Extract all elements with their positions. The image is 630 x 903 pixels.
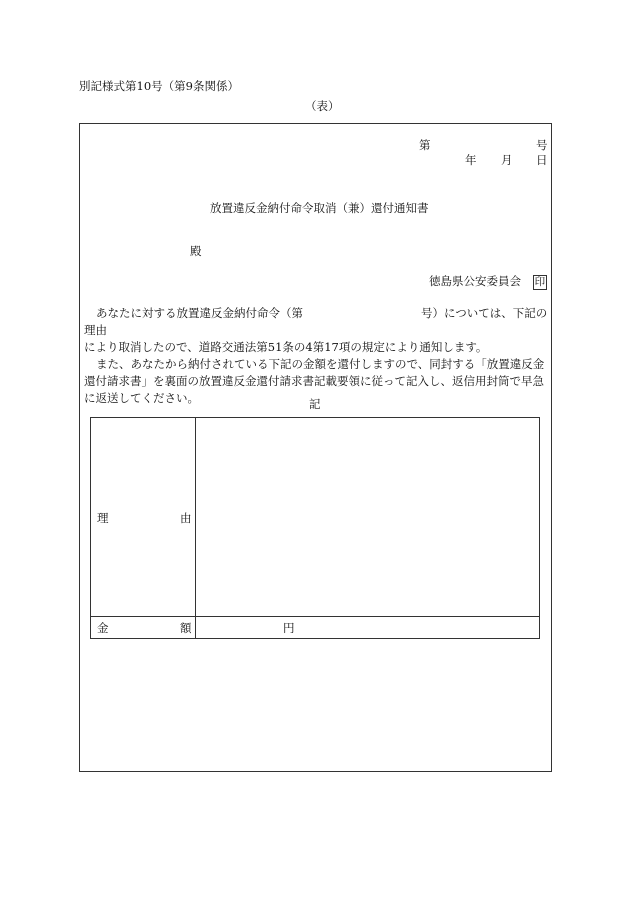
date-month: 月 xyxy=(501,153,513,167)
amount-label-1: 金 xyxy=(97,621,109,635)
seal-stamp: 印 xyxy=(534,276,546,288)
issuer-line xyxy=(429,275,547,290)
form-side-label: （表） xyxy=(305,99,340,113)
paragraph1-line2: により取消したので、道路交通法第51条の4第17項の規定により通知します。 xyxy=(84,340,488,354)
reason-label-2: 由 xyxy=(180,511,192,525)
issuer-name: 徳島県公安委員会 xyxy=(429,274,521,288)
document-title: 放置違反金納付命令取消（兼）還付通知書 xyxy=(210,201,429,215)
paragraph1-line1-b: 号）については、下記の理由 xyxy=(84,306,548,337)
date-day: 日 xyxy=(536,153,548,167)
paragraph1-line1 xyxy=(84,305,548,339)
paragraph2-line1: また、あなたから納付されている下記の金額を還付しますので、同封する「放置違反金 xyxy=(96,357,545,371)
date-year: 年 xyxy=(465,153,477,167)
table-row-divider xyxy=(91,616,539,617)
paragraph1-line1-a: あなたに対する放置違反金納付命令（第 xyxy=(96,306,303,320)
addressee-honorific: 殿 xyxy=(190,244,202,258)
number-suffix: 号 xyxy=(536,138,548,152)
table-column-divider xyxy=(195,418,196,638)
yen-unit: 円 xyxy=(283,621,295,635)
paragraph2-line3: に返送してください。 xyxy=(84,391,199,405)
details-table xyxy=(90,417,540,639)
form-number: 別記様式第10号（第9条関係） xyxy=(79,79,239,93)
reason-label-1: 理 xyxy=(97,511,109,525)
paragraph2-line2: 還付請求書」を裏面の放置違反金還付請求書記載要領に従って記入し、返信用封筒で早急 xyxy=(84,374,544,388)
amount-label-2: 額 xyxy=(180,621,192,635)
ki-heading: 記 xyxy=(309,397,321,411)
notice-body xyxy=(84,305,548,407)
number-prefix: 第 xyxy=(419,138,431,152)
